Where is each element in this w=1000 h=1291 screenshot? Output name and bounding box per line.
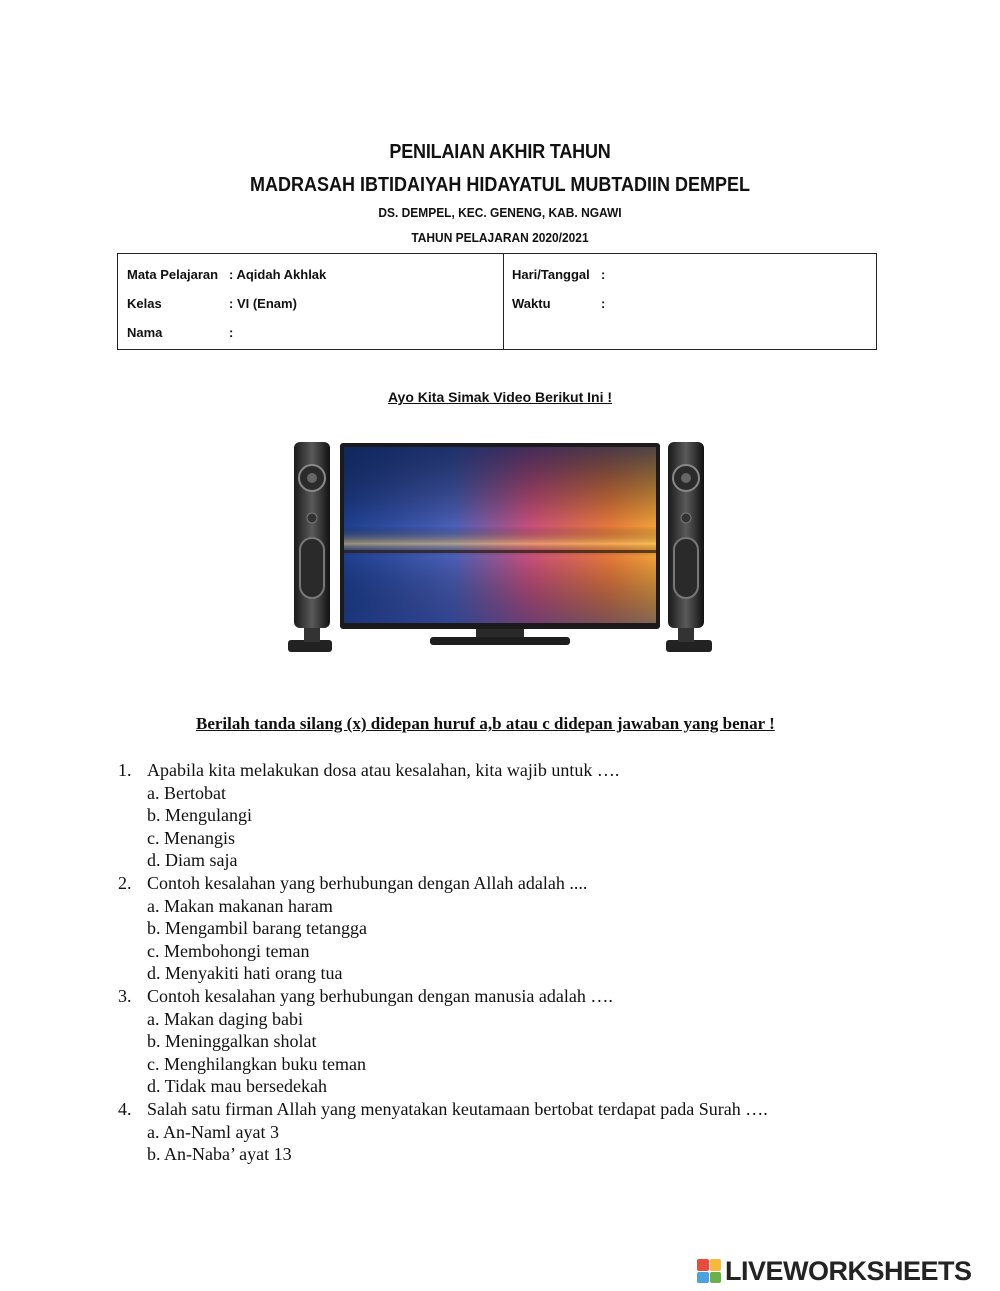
tv-screen	[340, 443, 660, 645]
time-label: Waktu	[512, 296, 551, 311]
liveworksheets-logo-icon	[697, 1259, 721, 1283]
date-value[interactable]: :	[601, 267, 606, 282]
option-a[interactable]: a. An-Naml ayat 3	[147, 1121, 279, 1142]
date-label: Hari/Tanggal	[512, 267, 590, 282]
info-subject-row	[127, 267, 327, 282]
option-c[interactable]: c. Menghilangkan buku teman	[147, 1053, 366, 1074]
option-d[interactable]: d. Menyakiti hati orang tua	[147, 963, 343, 984]
student-info-table	[117, 253, 877, 350]
instruction-text: Berilah tanda silang (x) didepan huruf a,b atau c didepan jawaban yang benar !	[196, 714, 775, 733]
info-time-row	[512, 296, 606, 311]
option-b[interactable]: b. Meninggalkan sholat	[147, 1031, 317, 1052]
question-2	[118, 872, 768, 985]
question-text: Contoh kesalahan yang berhubungan dengan manusia adalah ….	[147, 985, 613, 1006]
question-list	[118, 759, 768, 1166]
school-name: MADRASAH IBTIDAIYAH HIDAYATUL MUBTADIIN DEMPEL	[249, 174, 751, 196]
option-a[interactable]: a. Makan daging babi	[147, 1008, 303, 1029]
option-c[interactable]: c. Membohongi teman	[147, 940, 310, 961]
class-label: Kelas	[127, 296, 162, 311]
video-player[interactable]	[286, 440, 714, 658]
name-value[interactable]: :	[229, 325, 234, 340]
logo-square	[710, 1272, 722, 1284]
question-number: 4.	[118, 1098, 132, 1119]
question-3	[118, 985, 768, 1098]
question-number: 1.	[118, 760, 132, 780]
info-name-row	[127, 325, 234, 340]
class-value: : VI (Enam)	[229, 296, 297, 311]
question-text: Contoh kesalahan yang berhubungan dengan Allah adalah ....	[147, 872, 588, 893]
doc-title: PENILAIAN AKHIR TAHUN	[389, 141, 611, 163]
option-a[interactable]: a. Makan makanan haram	[147, 895, 333, 916]
question-number: 3.	[118, 985, 132, 1006]
info-date-row	[512, 267, 606, 282]
question-1	[118, 759, 768, 872]
option-b[interactable]: b. Mengulangi	[147, 805, 252, 826]
question-number: 2.	[118, 872, 132, 893]
tv-speakers-illustration	[286, 440, 714, 658]
logo-square	[697, 1259, 709, 1271]
brand-name: LIVEWORKSHEETS	[725, 1255, 972, 1286]
option-a[interactable]: a. Bertobat	[147, 782, 226, 803]
question-text: Salah satu firman Allah yang menyatakan keutamaan bertobat terdapat pada Surah ….	[147, 1098, 768, 1119]
info-divider	[503, 254, 504, 349]
subject-label: Mata Pelajaran	[127, 267, 219, 282]
left-speaker	[288, 442, 332, 652]
school-address: DS. DEMPEL, KEC. GENENG, KAB. NGAWI	[378, 205, 622, 220]
academic-year: TAHUN PELAJARAN 2020/2021	[411, 230, 589, 245]
info-class-row	[127, 296, 297, 311]
subject-value: : Aqidah Akhlak	[229, 267, 327, 282]
option-b[interactable]: b. An-Naba’ ayat 13	[147, 1144, 292, 1165]
option-c[interactable]: c. Menangis	[147, 827, 235, 848]
question-text: Apabila kita melakukan dosa atau kesalahan, kita wajib untuk ….	[147, 760, 620, 780]
time-value[interactable]: :	[601, 296, 606, 311]
name-label: Nama	[127, 325, 163, 340]
video-title: Ayo Kita Simak Video Berikut Ini !	[387, 389, 613, 405]
option-d[interactable]: d. Diam saja	[147, 850, 238, 871]
liveworksheets-brand[interactable]	[697, 1256, 972, 1286]
right-speaker	[666, 442, 712, 652]
logo-square	[697, 1272, 709, 1284]
logo-square	[710, 1259, 722, 1271]
option-d[interactable]: d. Tidak mau bersedekah	[147, 1076, 327, 1097]
option-b[interactable]: b. Mengambil barang tetangga	[147, 918, 367, 939]
question-4	[118, 1098, 768, 1166]
